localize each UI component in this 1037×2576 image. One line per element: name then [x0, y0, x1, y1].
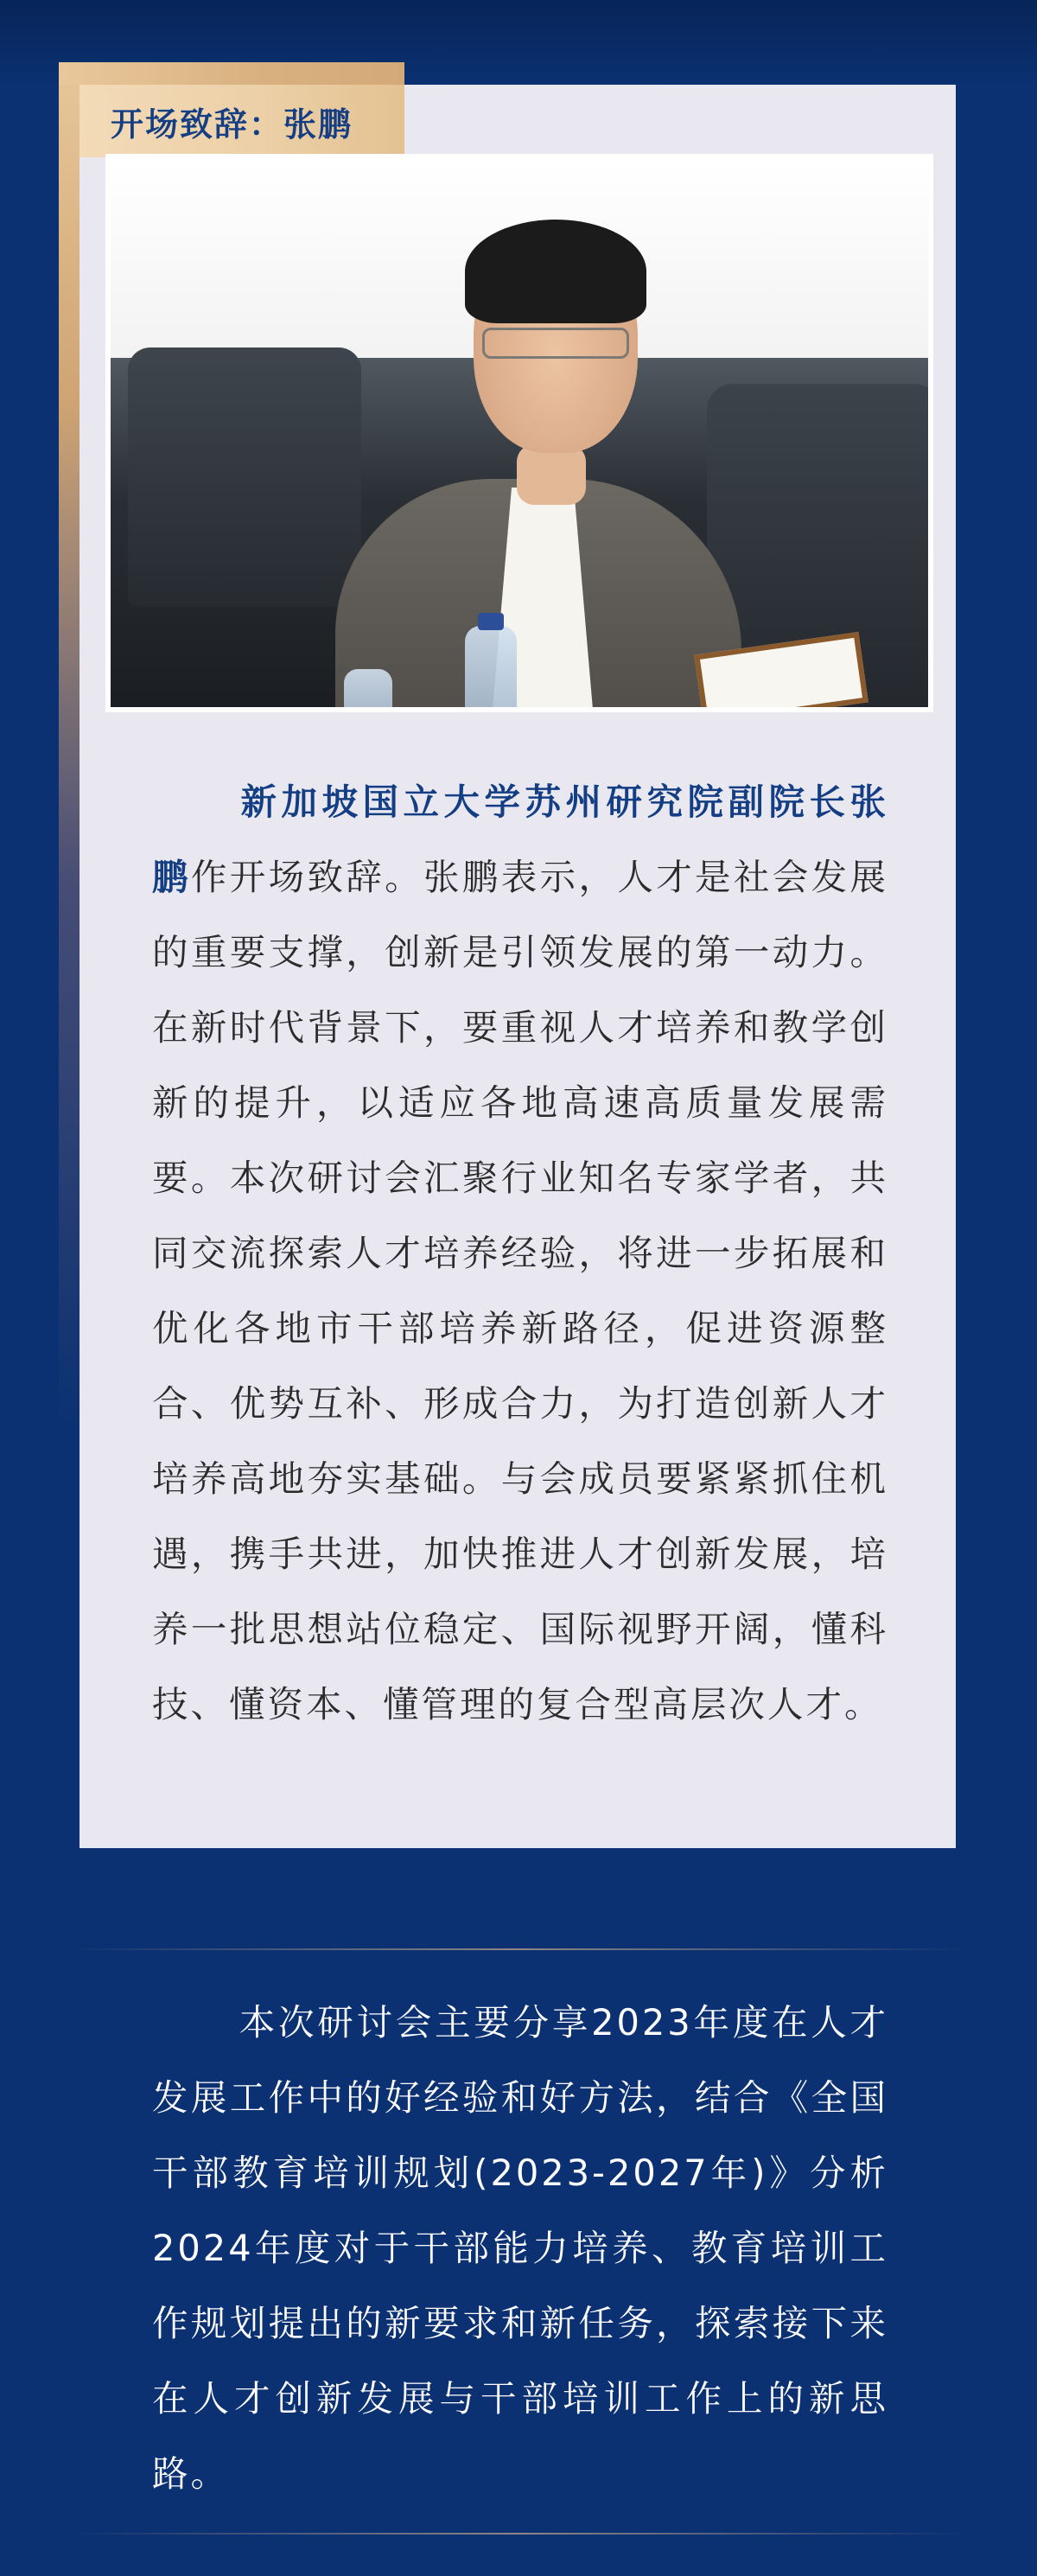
speaker-glasses — [482, 328, 629, 359]
summary-body: 本次研讨会主要分享2023年度在人才发展工作中的好经验和好方法，结合《全国干部教育培训规划(2023-2027年)》分析2024年度对于干部能力培养、教育培训工作规划提出的新要求和新任务，探索接下来在人才创新发展与干部培训工作上的新思路。 — [152, 2001, 888, 2495]
section-heading: 开场致辞：张鹏 — [80, 85, 404, 157]
water-bottle-left — [344, 669, 392, 707]
summary-paragraph — [152, 1985, 888, 2511]
bottle-cap — [478, 613, 504, 630]
divider-bottom — [69, 2533, 968, 2535]
chair-left — [128, 348, 361, 607]
speaker-neck — [517, 444, 586, 505]
intro-paragraph — [152, 764, 888, 1742]
divider-top — [69, 1948, 968, 1950]
photo-frame — [105, 154, 933, 712]
speaker-photo — [111, 159, 928, 707]
gold-accent-left — [59, 62, 81, 1428]
speaker-name: 张鹏 — [152, 781, 888, 898]
gold-accent-top — [59, 62, 404, 85]
water-bottle — [465, 626, 517, 707]
speaker-hair — [465, 220, 646, 323]
intro-body: 作开场致辞。张鹏表示，人才是社会发展的重要支撑，创新是引领发展的第一动力。在新时代背景下，要重视人才培养和教学创新的提升，以适应各地高速高质量发展需要。本次研讨会汇聚行业知名专家学者，共同交流探索人才培养经验，将进一步拓展和优化各地市干部培养新路径，促进资源整合、优势互补、形成合力，为打造创新人才培养高地夯实基础。与会成员要紧紧抓住机遇，携手共进，加快推进人才创新发展，培养一批思想站位稳定、国际视野开阔，懂科技、懂资本、懂管理的复合型高层次人才。 — [152, 856, 888, 1725]
speaker-title: 新加坡国立大学苏州研究院副院长 — [239, 781, 850, 823]
